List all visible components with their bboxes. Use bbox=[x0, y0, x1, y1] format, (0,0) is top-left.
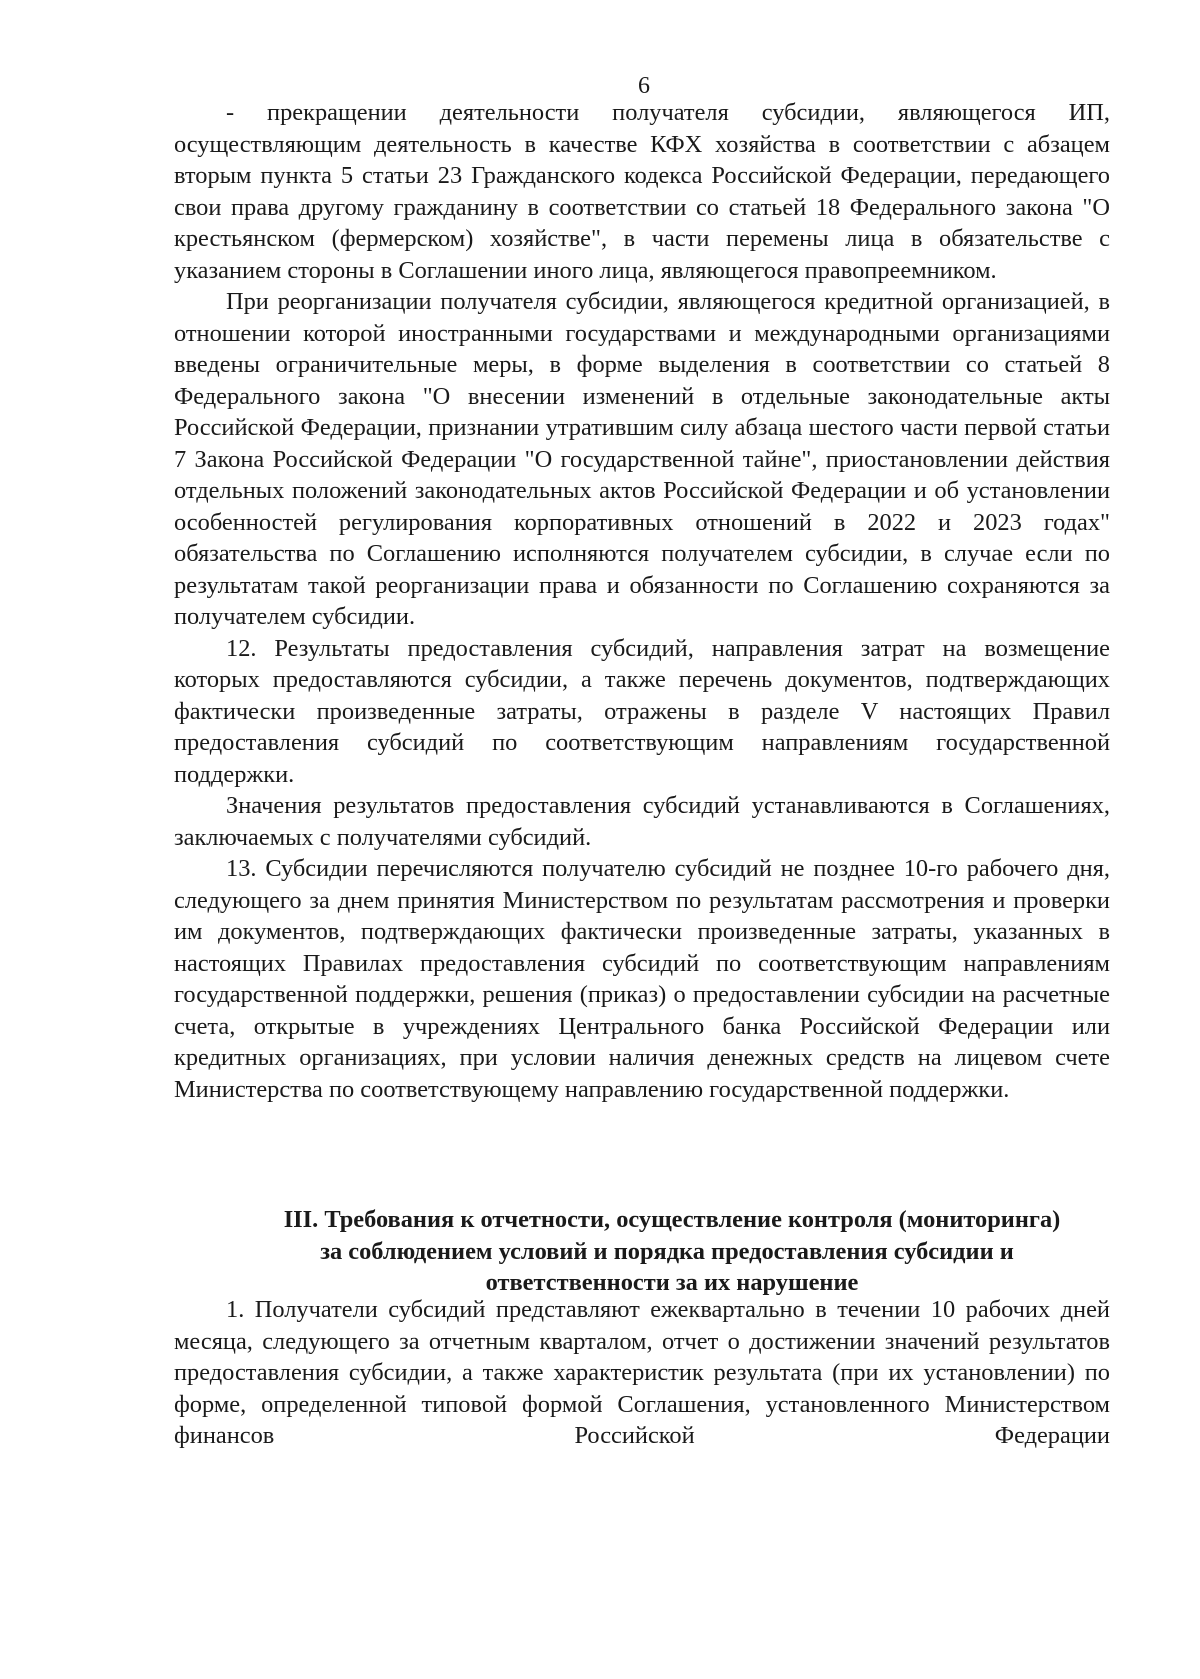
paragraph-results-values: Значения результатов предоставления субсидий устанавливаются в Соглашениях, заключаемых с получателями субсидий. bbox=[174, 792, 1110, 851]
paragraph-termination-ip: - прекращении деятельности получателя субсидии, являющегося ИП, осуществляющим деятельность в качестве КФХ хозяйства в соответствии с абзацем вторым пункта 5 статьи 23 Гражданского кодекса Российской Федерации, передающего свои права другому гражданину в соответствии со статьей 18 Федерального закона "О крестьянском (фермерском) хозяйстве", в части перемены лица в обязательстве с указанием стороны в Соглашении иного лица, являющегося правопреемником. bbox=[174, 99, 1110, 284]
paragraph-1-reporting: 1. Получатели субсидий представляют ежеквартально в течении 10 рабочих дней месяца, следующего за отчетным кварталом, отчет о достижении значений результатов предоставления субсидии, а также характеристик результата (при их установлении) по форме, определенной типовой формой Соглашения, установленного Министерством финансов Российской Федерации bbox=[174, 1296, 1110, 1449]
paragraph-12-results: 12. Результаты предоставления субсидий, направления затрат на возмещение которых предоставляются субсидии, а также перечень документов, подтверждающих фактически произведенные затраты, отражены в разделе V настоящих Правил предоставления субсидий по соответствующим направлениям государственной поддержки. bbox=[174, 634, 1110, 788]
section-heading-line-1: III. Требования к отчетности, осуществление контроля (мониторинга) bbox=[283, 1206, 1061, 1233]
section-heading-line-3: ответственности за их нарушение bbox=[485, 1269, 859, 1296]
section-heading-line-2: за соблюдением условий и порядка предоставления субсидии и bbox=[320, 1237, 1014, 1265]
section-heading bbox=[174, 1204, 1110, 1299]
body-text-top bbox=[174, 97, 1110, 1105]
body-text-bottom bbox=[174, 1294, 1110, 1452]
page-number: 6 bbox=[638, 73, 650, 99]
paragraph-13-transfer: 13. Субсидии перечисляются получателю субсидий не позднее 10-го рабочего дня, следующего за днем принятия Министерством по результатам рассмотрения и проверки им документов, подтверждающих фактически произведенные затраты, указанных в настоящих Правилах предоставления субсидий по соответствующим направлениям государственной поддержки, решения (приказ) о предоставлении субсидии на расчетные счета, открытые в учреждениях Центрального банка Российской Федерации или кредитных организациях, при условии наличия денежных средств на лицевом счете Министерства по соответствующему направлению государственной поддержки. bbox=[174, 855, 1110, 1103]
paragraph-reorganization: При реорганизации получателя субсидии, являющегося кредитной организацией, в отношении которой иностранными государствами и международными организациями введены ограничительные меры, в форме выделения в соответствии со статьей 8 Федерального закона "О внесении изменений в отдельные законодательные акты Российской Федерации, признании утратившим силу абзаца шестого части первой статьи 7 Закона Российской Федерации "О государственной тайне", приостановлении действия отдельных положений законодательных актов Российской Федерации и об установлении особенностей регулирования корпоративных отношений в 2022 и 2023 годах" обязательства по Соглашению исполняются получателем субсидии, в случае если по результатам такой реорганизации права и обязанности по Соглашению сохраняются за получателем субсидии. bbox=[174, 288, 1110, 630]
